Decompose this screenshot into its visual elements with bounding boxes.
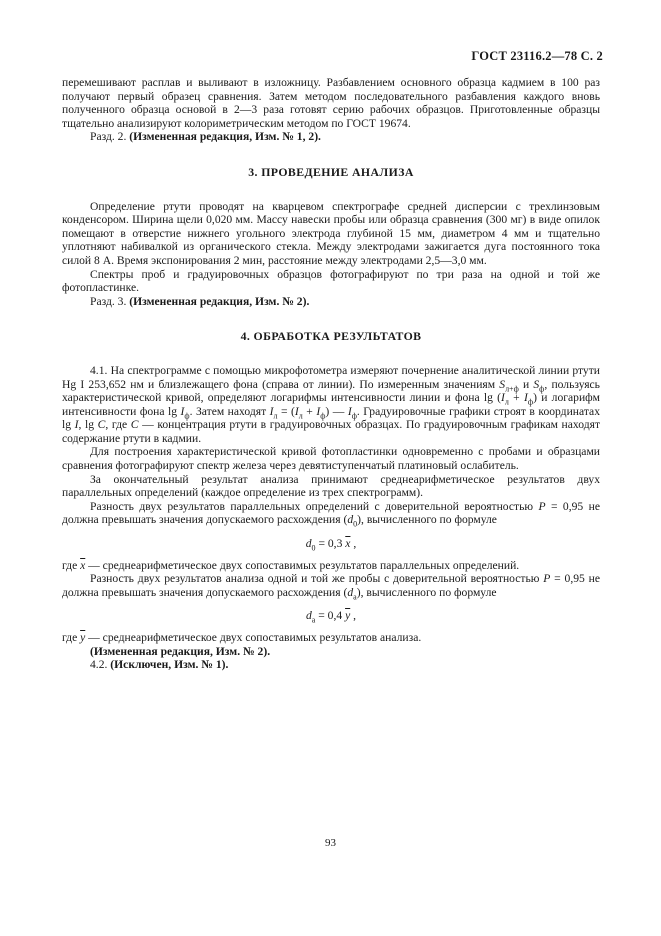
note-4-1: (Измененная редакция, Изм. № 2).: [90, 644, 271, 658]
note-4-2: [62, 658, 600, 672]
note-razd-2: [62, 130, 600, 144]
section-4-title: 4. ОБРАБОТКА РЕЗУЛЬТАТОВ: [240, 329, 422, 344]
paragraph-4-5: Разность двух результатов анализа одной и той же пробы с доверительной вероятностью P = 0,95 не должна превышать значения допускаемого расхождения $(d_а)$, вычисленного по формуле: [62, 572, 600, 602]
paragraph-4-1: 4.1. На спектрограмме с помощью микрофотометра измеряют почернение аналитической линии ртути Hg I 253,652 нм и близлежащего фона (справа от линии). По измеренным значениям $S_{л+ф}$ и $S_ф$, пользуясь характеристической кривой, определяют логарифмы интенсивности линии и фона $\lg (I_л + I_ф)$ и логарифм интенсивности фона $\lg I_ф$. Затем находят $I_л = (I_л + I_ф)$ — $I_ф$. Градуировочные графики строят в координатах lg I, lg C, где C — концентрация ртути в градуировочных образцах. По градуировочным графикам находят содержание ртути в кадмии.: [62, 363, 601, 445]
paragraph-4-2: Для построения характеристической кривой фотопластинки одновременно с пробами и образцами сравнения фотографируют спектр железа через девятиступенчатый платиновый ослабитель.: [62, 445, 600, 473]
page-content: [62, 76, 600, 672]
section-3-title: 3. ПРОВЕДЕНИЕ АНАЛИЗА: [248, 164, 414, 179]
where-y-definition: где $\overline{y}$ — среднеарифметическое двух сопоставимых результатов анализа.: [62, 631, 422, 644]
paragraph-4-3: За окончательный результат анализа принимают среднеарифметическое результатов двух параллельных определений (каждое определение из трех спектрограмм).: [62, 472, 600, 500]
where-x-definition: где $\overline{x}$ — среднеарифметическое двух сопоставимых результатов параллельных определений.: [62, 558, 520, 572]
page-number: 93: [325, 837, 336, 849]
note-text: (Исключен, Изм. № 1).: [110, 658, 229, 672]
paragraph-4-4: Разность двух результатов параллельных определений с доверительной вероятностью P = 0,95 не должна превышать значения допускаемого расхождения $(d_0)$, вычисленного по формуле: [62, 499, 600, 529]
intro-paragraph: перемешивают расплав и выливают в изложницу. Разбавлением основного образца кадмием в 100 раз получают первый образец сравнения. Затем методом последовательного разбавления каждого вновь полученного образца основой в 2—3 раза готовят серию рабочих образцов. Приготовленные образцы тщательно анализируют колориметрическим методом по ГОСТ 19674.: [62, 76, 600, 130]
note-prefix: Разд. 2.: [90, 130, 127, 144]
note-prefix: Разд. 3.: [90, 294, 127, 308]
note-razd-3: [62, 295, 600, 309]
formula-da: $d_а = 0,4$ $\overline{y}$ ,: [305, 609, 357, 625]
note-text: (Измененная редакция, Изм. № 2).: [129, 294, 310, 308]
section-3-paragraph-2: Спектры проб и градуировочных образцов фотографируют по три раза на одной и той же фотопластинке.: [62, 267, 600, 295]
note-text: (Измененная редакция, Изм. № 1, 2).: [129, 130, 321, 144]
section-3-paragraph-1: Определение ртути проводят на кварцевом спектрографе средней дисперсии с трехлинзовым конденсором. Ширина щели 0,020 мм. Массу навески пробы или образца сравнения (300 мг) в виде опилок помещают в отверстие нижнего угольного электрода глубиной 15 мм, диаметром 4 мм и тщательно уплотняют набивалкой из органического стекла. Между электродами зажигается дуга постоянного тока силой 8 А. Время экспонирования 2 мин, расстояние между электродами 2,5—3,0 мм.: [62, 199, 600, 267]
formula-d0: $d_0 = 0,3$ $\overline{x}$ ,: [305, 537, 357, 553]
note-prefix: 4.2.: [90, 658, 108, 672]
page-header: ГОСТ 23116.2—78 С. 2: [471, 49, 603, 63]
